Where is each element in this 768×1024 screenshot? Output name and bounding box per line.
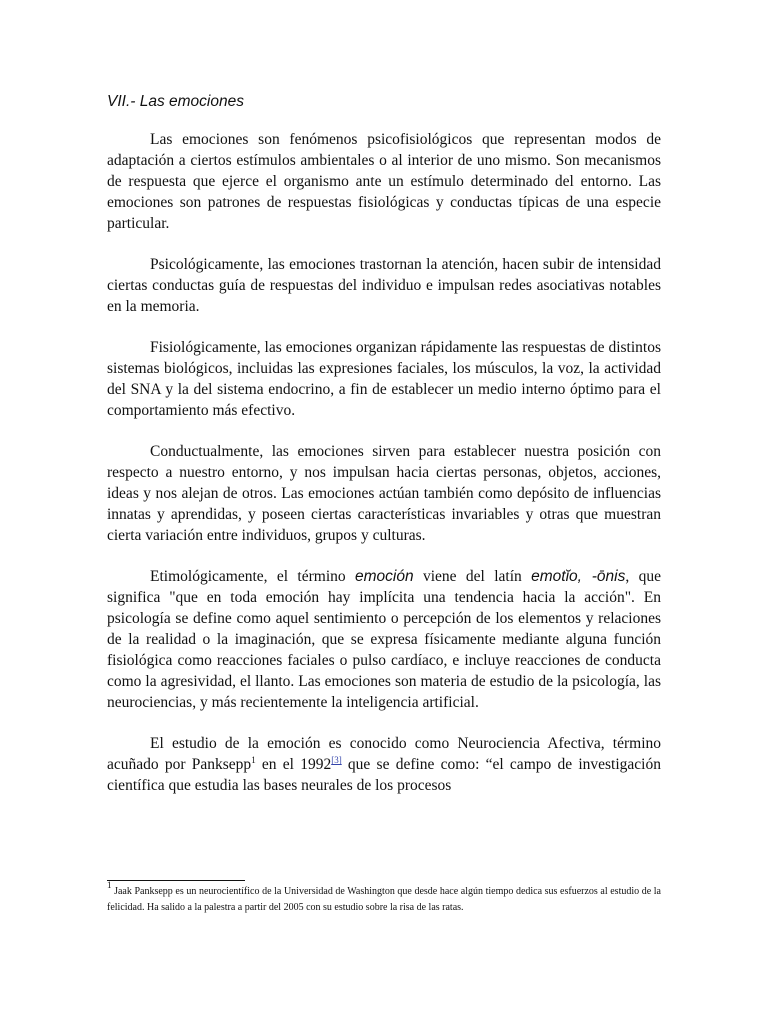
etymology-text-1: Etimológicamente, el término bbox=[150, 568, 356, 585]
etymology-text-2: viene del latín bbox=[413, 568, 532, 585]
term-latin: emotĭo, -ōnis bbox=[531, 568, 626, 585]
footnote-divider bbox=[107, 880, 245, 881]
paragraph-etymology bbox=[107, 566, 661, 713]
paragraph-psychological: Psicológicamente, las emociones trastornan la atención, hacen subir de intensidad ciertas conductas guía de respuestas del individuo e impulsan redes asociativas notables en la memoria. bbox=[107, 256, 661, 315]
section-heading: VII.- Las emociones bbox=[107, 93, 244, 110]
etymology-text-3: , que significa "que en toda emoción hay implícita una tendencia hacia la acción". En psicología se define como aquel sentimiento o percepción de los elementos y relaciones de la realidad o la imaginación, que se expresa físicamente mediante alguna función fisiológica como reacciones faciales o pulso cardíaco, e incluye reacciones de conducta como la agresividad, el llanto. Las emociones son materia de estudio de la psicología, las neurociencias, y más recientemente la inteligencia artificial. bbox=[107, 568, 661, 711]
paragraph-behavioral: Conductualmente, las emociones sirven para establecer nuestra posición con respecto a nuestro entorno, y nos impulsan hacia ciertas personas, objetos, acciones, ideas y nos alejan de otros. Las emociones actúan también como depósito de influencias innatas y aprendidas, y poseen ciertas características invariables y otras que muestran cierta variación entre individuos, grupos y culturas. bbox=[107, 443, 661, 544]
paragraph-affective-neuroscience bbox=[107, 733, 661, 796]
footnote bbox=[107, 880, 661, 916]
citation-link[interactable]: [3] bbox=[331, 755, 342, 765]
neuro-text-2: en el 1992 bbox=[255, 756, 332, 773]
footnote-number: 1 bbox=[107, 880, 112, 890]
paragraph-physiological: Fisiológicamente, las emociones organizan rápidamente las respuestas de distintos sistemas biológicos, incluidas las expresiones faciales, los músculos, la voz, la actividad del SNA y la del sistema endocrino, a fin de establecer un medio interno óptimo para el comportamiento más efectivo. bbox=[107, 339, 661, 419]
paragraph-definition: Las emociones son fenómenos psicofisiológicos que representan modos de adaptación a ciertos estímulos ambientales o al interior de uno mismo. Son mecanismos de respuesta que ejerce el organismo ante un estímulo determinado del entorno. Las emociones son patrones de respuestas fisiológicas y conductas típicas de una especie particular. bbox=[107, 131, 661, 232]
neuro-text-3: que se define como: “el campo de investigación científica que estudia las bases neurales de los procesos bbox=[107, 756, 661, 794]
footnote-text: Jaak Panksepp es un neurocientífico de la Universidad de Washington que desde hace algún tiempo dedica sus esfuerzos al estudio de la felicidad. Ha salido a la palestra a partir del 2005 con su estudio sobre la risa de las ratas. bbox=[107, 886, 661, 913]
neuro-text-1: El estudio de la emoción es conocido como Neurociencia Afectiva, término acuñado por Panksepp bbox=[107, 735, 661, 773]
term-emocion: emoción bbox=[355, 568, 414, 585]
document-body bbox=[107, 129, 661, 796]
footnote-marker: 1 bbox=[251, 755, 256, 765]
